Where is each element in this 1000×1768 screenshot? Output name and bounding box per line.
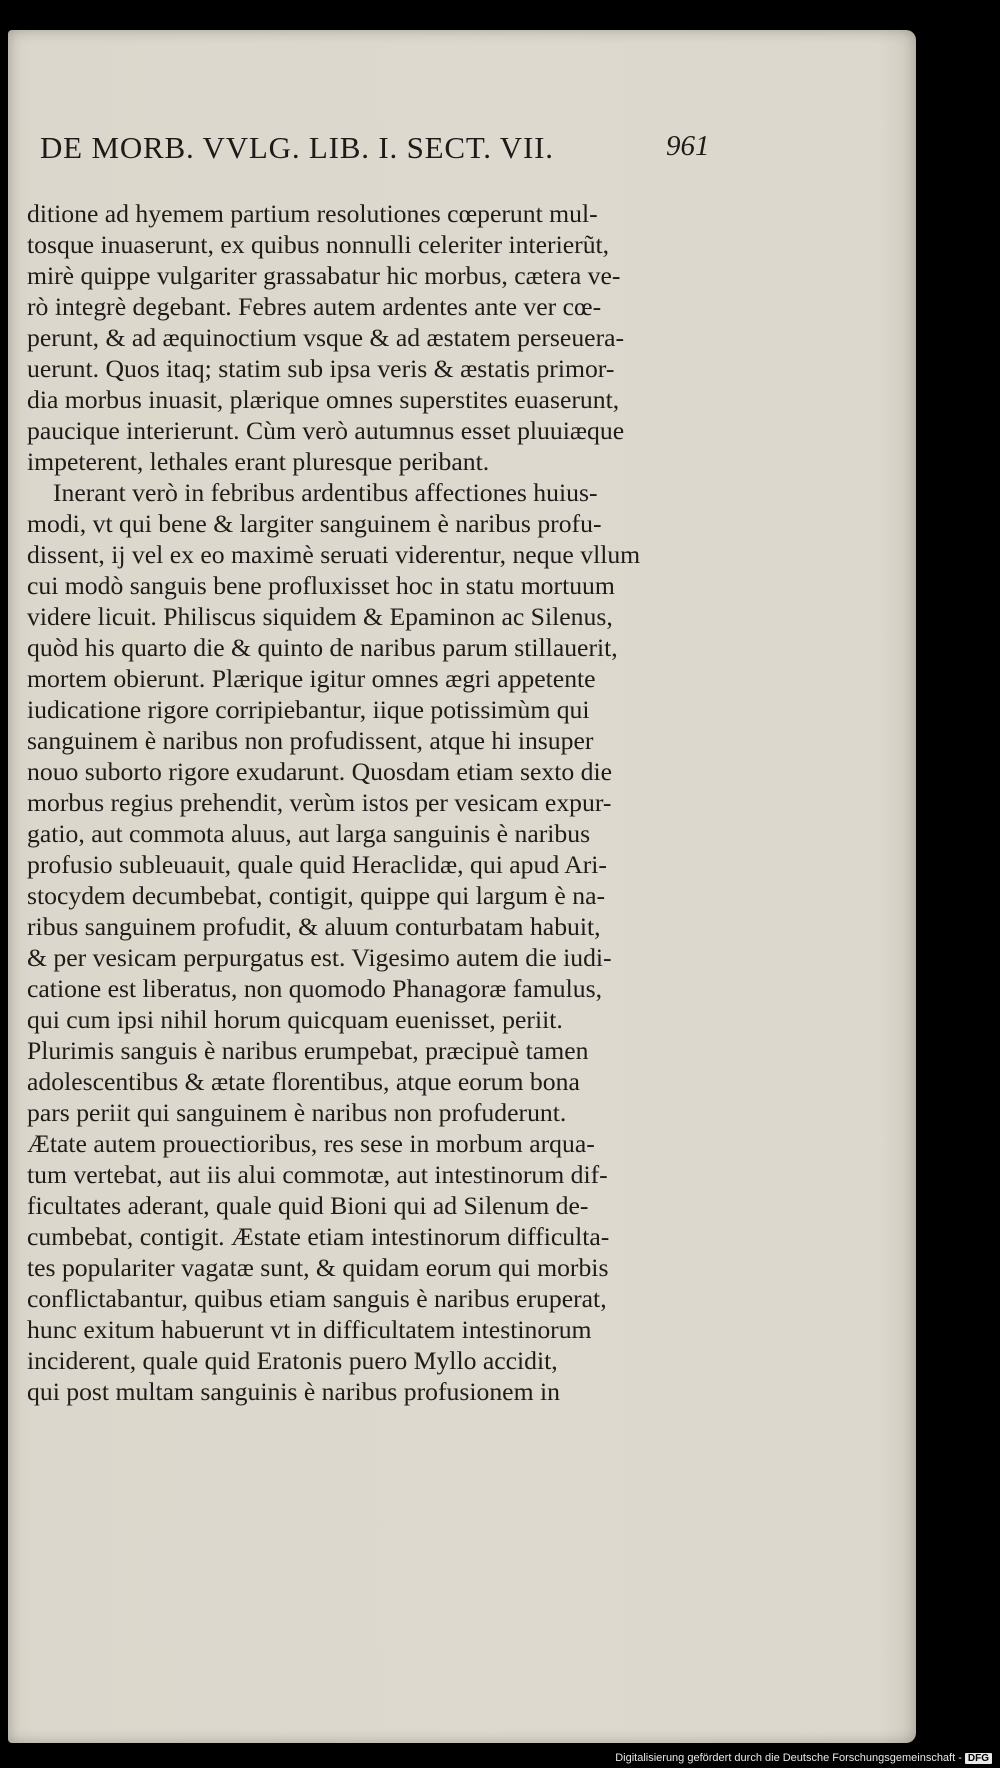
body-text: [27, 198, 737, 1407]
text-line: conflictabantur, quibus etiam sanguis è naribus eruperat,: [27, 1284, 607, 1313]
text-line: adolescentibus & ætate florentibus, atque eorum bona: [27, 1067, 580, 1096]
text-line: qui post multam sanguinis è naribus profusionem in: [27, 1377, 560, 1406]
text-line: modi, vt qui bene & largiter sanguinem è naribus profu-: [27, 509, 602, 538]
text-line: gatio, aut commota aluus, aut larga sanguinis è naribus: [27, 819, 591, 848]
text-line: profusio subleuauit, quale quid Heraclidæ, qui apud Ari-: [27, 850, 607, 879]
text-line: catione est liberatus, non quomodo Phanagoræ famulus,: [27, 974, 603, 1003]
text-line: cui modò sanguis bene profluxisset hoc in statu mortuum: [27, 571, 615, 600]
running-head: DE MORB. VVLG. LIB. I. SECT. VII.: [40, 130, 554, 165]
text-line: hunc exitum habuerunt vt in difficultatem intestinorum: [27, 1315, 592, 1344]
text-line: tosque inuaserunt, ex quibus nonnulli celeriter interierũt,: [27, 230, 610, 259]
text-line: cumbebat, contigit. Æstate etiam intestinorum difficulta-: [27, 1222, 610, 1251]
text-line: rò integrè degebant. Febres autem ardentes ante ver cœ-: [27, 292, 602, 321]
text-line: perunt, & ad æquinoctium vsque & ad æstatem perseuera-: [27, 323, 625, 352]
dfg-logo: DFG: [965, 1753, 992, 1764]
text-line: ficultates aderant, quale quid Bioni qui ad Silenum de-: [27, 1191, 589, 1220]
text-line: Plurimis sanguis è naribus erumpebat, præcipuè tamen: [27, 1036, 589, 1065]
text-line: qui cum ipsi nihil horum quicquam euenisset, periit.: [27, 1005, 563, 1034]
text-line: stocydem decumbebat, contigit, quippe qui largum è na-: [27, 881, 606, 910]
text-line: impeterent, lethales erant pluresque peribant.: [27, 447, 490, 476]
text-line: inciderent, quale quid Eratonis puero Myllo accidit,: [27, 1346, 558, 1375]
text-line: Ætate autem prouectioribus, res sese in morbum arqua-: [27, 1129, 595, 1158]
text-line: mortem obierunt. Plærique igitur omnes ægri appetente: [27, 664, 596, 693]
text-line: videre licuit. Philiscus siquidem & Epaminon ac Silenus,: [27, 602, 613, 631]
text-line: morbus regius prehendit, verùm istos per vesicam expur-: [27, 788, 612, 817]
text-line: dissent, ij vel ex eo maximè seruati viderentur, neque vllum: [27, 540, 641, 569]
text-line: pars periit qui sanguinem è naribus non profuderunt.: [27, 1098, 567, 1127]
text-line: tes populariter vagatæ sunt, & quidam eorum qui morbis: [27, 1253, 609, 1282]
text-line: dia morbus inuasit, plærique omnes superstites euaserunt,: [27, 385, 620, 414]
text-line: & per vesicam perpurgatus est. Vigesimo autem die iudi-: [27, 943, 612, 972]
text-line: mirè quippe vulgariter grassabatur hic morbus, cætera ve-: [27, 261, 621, 290]
credit-text: Digitalisierung gefördert durch die Deutsche Forschungsgemeinschaft -: [615, 1752, 962, 1764]
text-line: iudicatione rigore corripiebantur, iique potissimùm qui: [27, 695, 590, 724]
text-line: nouo suborto rigore exudarunt. Quosdam etiam sexto die: [27, 757, 612, 786]
text-line: uerunt. Quos itaq; statim sub ipsa veris & æstatis primor-: [27, 354, 615, 383]
text-line: ribus sanguinem profudit, & aluum conturbatam habuit,: [27, 912, 601, 941]
text-line: ditione ad hyemem partium resolutiones cœperunt mul-: [27, 199, 598, 228]
page-number: 961: [666, 130, 710, 162]
digitization-credit: [615, 1752, 992, 1764]
text-line: Inerant verò in febribus ardentibus affectiones huius-: [53, 478, 598, 507]
text-line: tum vertebat, aut iis alui commotæ, aut intestinorum dif-: [27, 1160, 608, 1189]
text-line: sanguinem è naribus non profudissent, atque hi insuper: [27, 726, 594, 755]
text-line: quòd his quarto die & quinto de naribus parum stillauerit,: [27, 633, 618, 662]
book-page: [8, 30, 916, 1743]
text-line: paucique interierunt. Cùm verò autumnus esset pluuiæque: [27, 416, 625, 445]
